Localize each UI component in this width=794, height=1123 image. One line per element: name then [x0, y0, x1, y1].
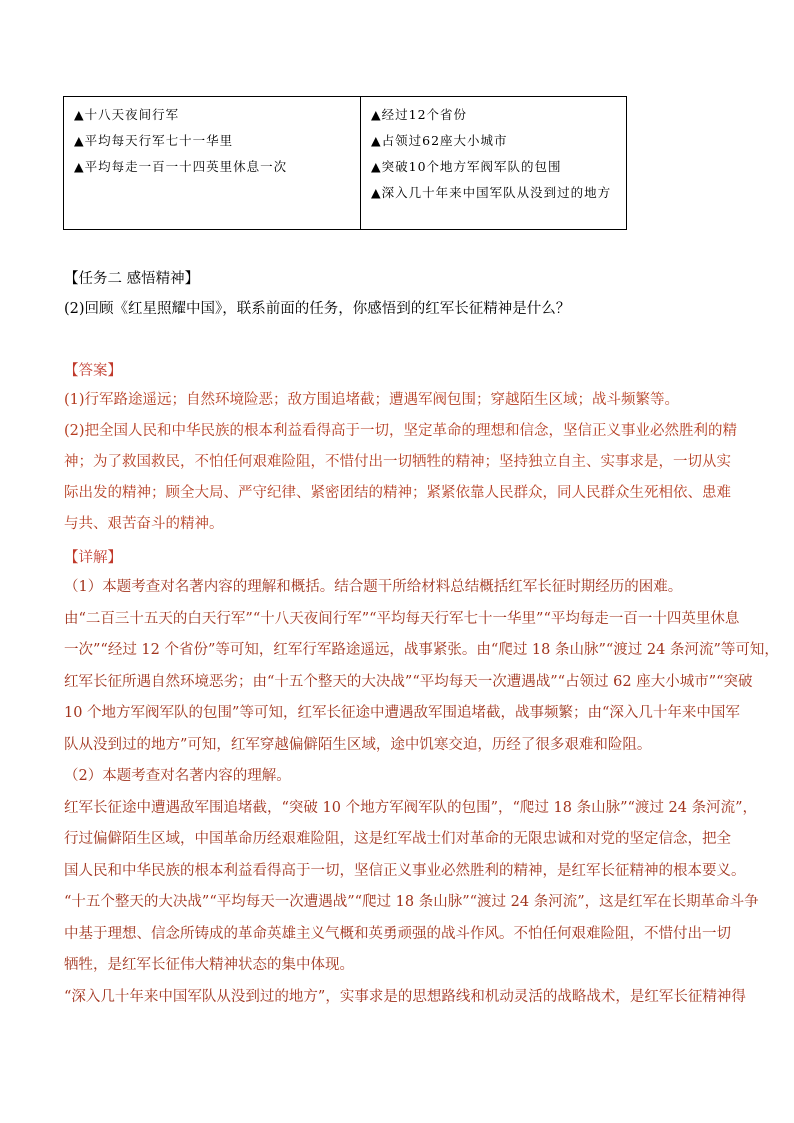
detail-line: 国人民和中华民族的根本利益看得高于一切，坚信正义事业必然胜利的精神，是红军长征精神的根本要义。: [64, 862, 746, 879]
answer-section: [64, 357, 738, 540]
detail-line: “十五个整天的大决战”“平均每天一次遭遇战”“爬过 18 条山脉”“渡过 24 条河流”，这是红军在长期革命斗争: [64, 894, 759, 910]
fact-item: ▲经过12个省份: [371, 107, 468, 122]
answer-label: 【答案】: [64, 363, 122, 379]
detail-section: [64, 544, 779, 1013]
answer-line: 与共、艰苦奋斗的精神。: [64, 516, 224, 532]
detail-line: 红军长征所遇自然环境恶劣；由“十五个整天的大决战”“平均每天一次遭遇战”“占领过 62 座大小城市”“突破: [64, 673, 753, 690]
detail-line: （1）本题考查对名著内容的理解和概括。结合题干所给材料总结概括红军长征时期经历的困难。: [64, 579, 683, 595]
answer-line: 际出发的精神；顾全大局、严守纪律、紧密团结的精神；紧紧依靠人民群众，同人民群众生死相依、患难: [64, 485, 731, 501]
detail-line: 10 个地方军阀军队的包围”等可知，红军长征途中遭遇敌军围追堵截，战事频繁；由“深入几十年来中国军: [64, 705, 740, 721]
fact-item: ▲占领过62座大小城市: [371, 133, 508, 148]
fact-item: ▲平均每走一百一十四英里休息一次: [74, 159, 288, 174]
answer-line: 神；为了救国救民，不怕任何艰难险阻，不惜付出一切牺牲的精神；坚持独立自主、实事求是，一切从实: [64, 454, 731, 470]
facts-table: [63, 96, 627, 230]
detail-line: 红军长征途中遭遇敌军围追堵截，“突破 10 个地方军阀军队的包围”，“爬过 18 条山脉”“渡过 24 条河流”，: [64, 799, 757, 816]
fact-item: ▲深入几十年来中国军队从没到过的地方: [371, 185, 612, 200]
detail-line: 队从没到过的地方”可知，红军穿越偏僻陌生区域，途中饥寒交迫，历经了很多艰难和险阻。: [64, 736, 652, 753]
detail-line: 行过偏僻陌生区域，中国革命历经艰难险阻，这是红军战士们对革命的无限忠诚和对党的坚定信念，把全: [64, 831, 731, 847]
task-section: [64, 264, 734, 324]
detail-label: 【详解】: [64, 550, 122, 566]
fact-item: ▲突破10个地方军阀军队的包围: [371, 159, 562, 174]
fact-item: ▲平均每天行军七十一华里: [74, 133, 234, 148]
answer-line: (1)行军路途遥远；自然环境险恶；敌方围追堵截；遭遇军阀包围；穿越陌生区域；战斗频繁等。: [64, 392, 680, 408]
task-heading: 【任务二 感悟精神】: [64, 271, 200, 287]
facts-left-column: [64, 97, 361, 229]
detail-line: 中基于理想、信念所铸成的革命英雄主义气概和英勇顽强的战斗作风。不怕任何艰难险阻，不惜付出一切: [64, 925, 731, 942]
facts-right-column: [361, 97, 626, 229]
detail-line: “深入几十年来中国军队从没到过的地方”，实事求是的思想路线和机动灵活的战略战术，是红军长征精神得: [64, 988, 746, 1005]
detail-line: 牺牲，是红军长征伟大精神状态的集中体现。: [64, 957, 354, 973]
detail-line: （2）本题考查对名著内容的理解。: [64, 768, 291, 784]
answer-line: (2)把全国人民和中华民族的根本利益看得高于一切，坚定革命的理想和信念，坚信正义事业必然胜利的精: [64, 423, 738, 439]
task-question: (2)回顾《红星照耀中国》，联系前面的任务，你感悟到的红军长征精神是什么？: [64, 301, 571, 317]
detail-line: 由“二百三十五天的白天行军”“十八天夜间行军”“平均每天行军七十一华里”“平均每走一百一十四英里休息: [64, 610, 740, 627]
fact-item: ▲十八天夜间行军: [74, 107, 180, 122]
detail-line: 一次”“经过 12 个省份”等可知，红军行军路途遥远，战事紧张。由“爬过 18 条山脉”“渡过 24 条河流”等可知，: [64, 642, 779, 658]
